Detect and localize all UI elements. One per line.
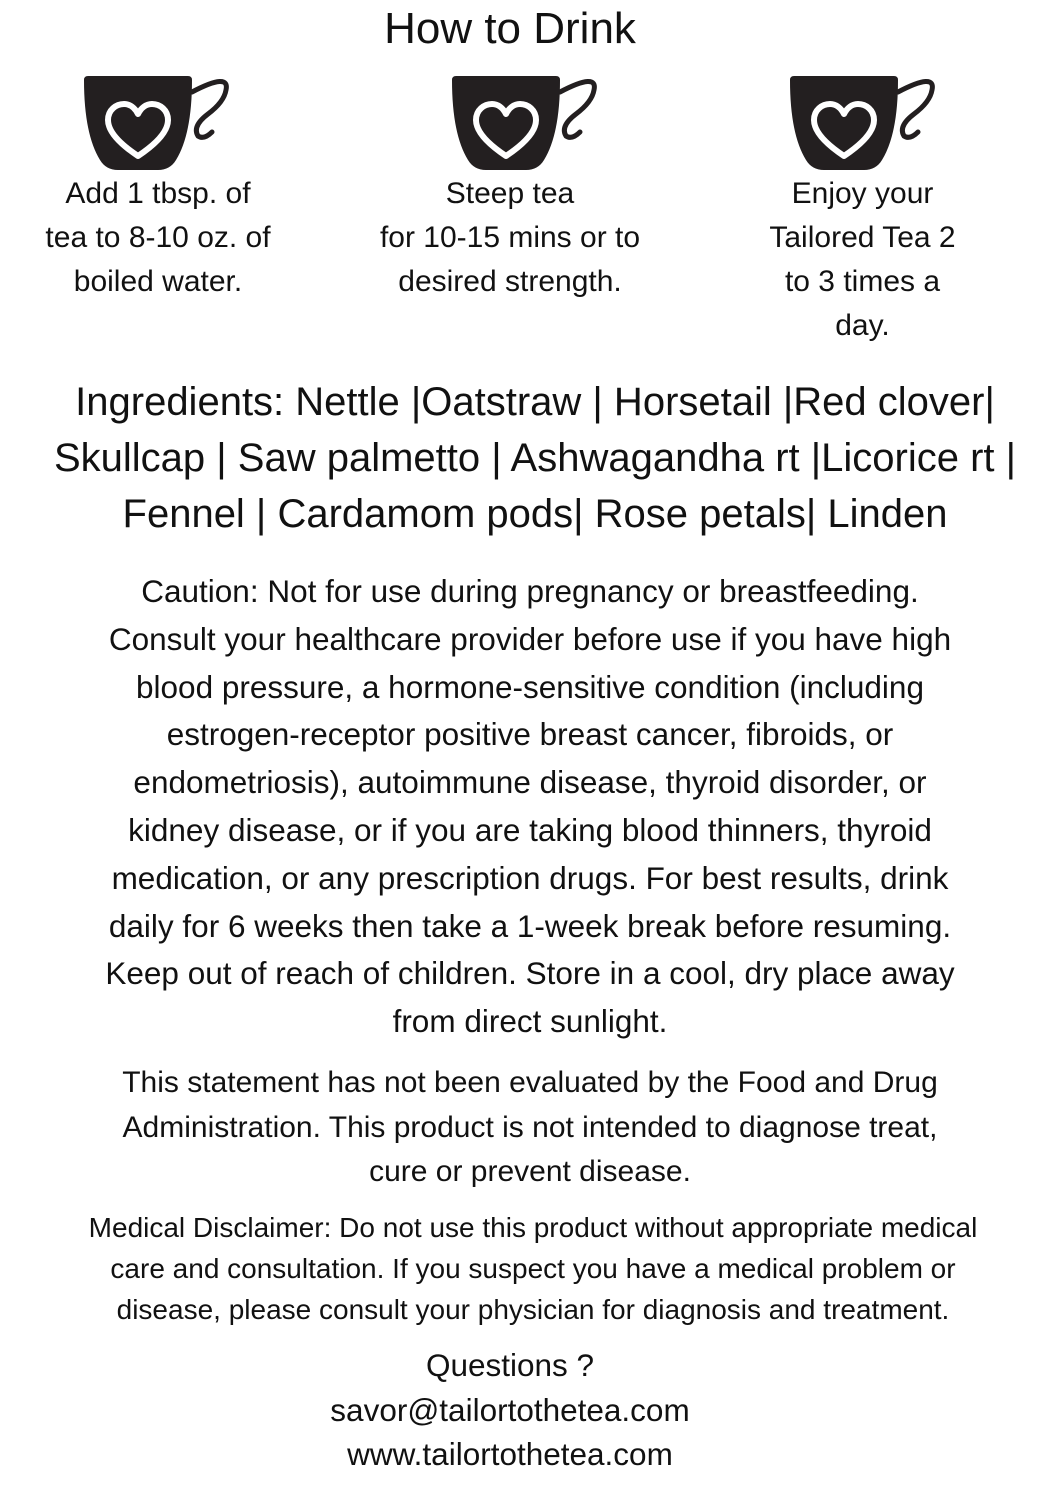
page-title: How to Drink bbox=[384, 4, 636, 53]
ingredients-list: Ingredients: Nettle |Oatstraw | Horsetail |Red clover| Skullcap | Saw palmetto | Ashwagandha rt |Licorice rt | Fennel | Cardamom pods| Rose petals| Linden bbox=[53, 380, 1017, 536]
contact-email-link[interactable]: savor@tailortothetea.com bbox=[330, 1391, 690, 1428]
teacup-heart-icon bbox=[448, 74, 598, 174]
teacup-heart-icon bbox=[786, 74, 936, 174]
contact-block bbox=[0, 1343, 1020, 1477]
teacup-heart-icon bbox=[80, 74, 230, 174]
caution-text: Caution: Not for use during pregnancy or breastfeeding. Consult your healthcare provider before use if you have high blood pressure, a hormone-sensitive condition (including estrogen-receptor positive breast cancer, fibroids, or endometriosis), autoimmune disease, thyroid disorder, or kidney disease, or if you are taking blood thinners, thyroid medication, or any prescription drugs. For best results, drink daily for 6 weeks then take a 1-week break before resuming. Keep out of reach of children. Store in a cool, dry place away from direct sunlight. bbox=[105, 573, 955, 1040]
contact-website-link[interactable]: www.tailortothetea.com bbox=[347, 1436, 673, 1472]
step-3-text bbox=[735, 172, 990, 348]
step-1-text bbox=[18, 172, 298, 304]
step-3-text-content: Enjoy your Tailored Tea 2 to 3 times a day. bbox=[769, 177, 956, 342]
fda-statement: This statement has not been evaluated by the Food and Drug Administration. This product is not intended to diagnose treat, cure or prevent disease. bbox=[122, 1066, 938, 1188]
step-2-text-content: Steep tea for 10-15 mins or to desired strength. bbox=[379, 177, 641, 298]
contact-question: Questions ? bbox=[425, 1347, 595, 1383]
medical-disclaimer: Medical Disclaimer: Do not use this product without appropriate medical care and consultation. If you suspect you have a medical problem or disease, please consult your physician for diagnosis and treatment. bbox=[88, 1212, 978, 1325]
step-2-text bbox=[355, 172, 665, 304]
step-1-text-content: Add 1 tbsp. of tea to 8-10 oz. of boiled water. bbox=[45, 177, 271, 298]
